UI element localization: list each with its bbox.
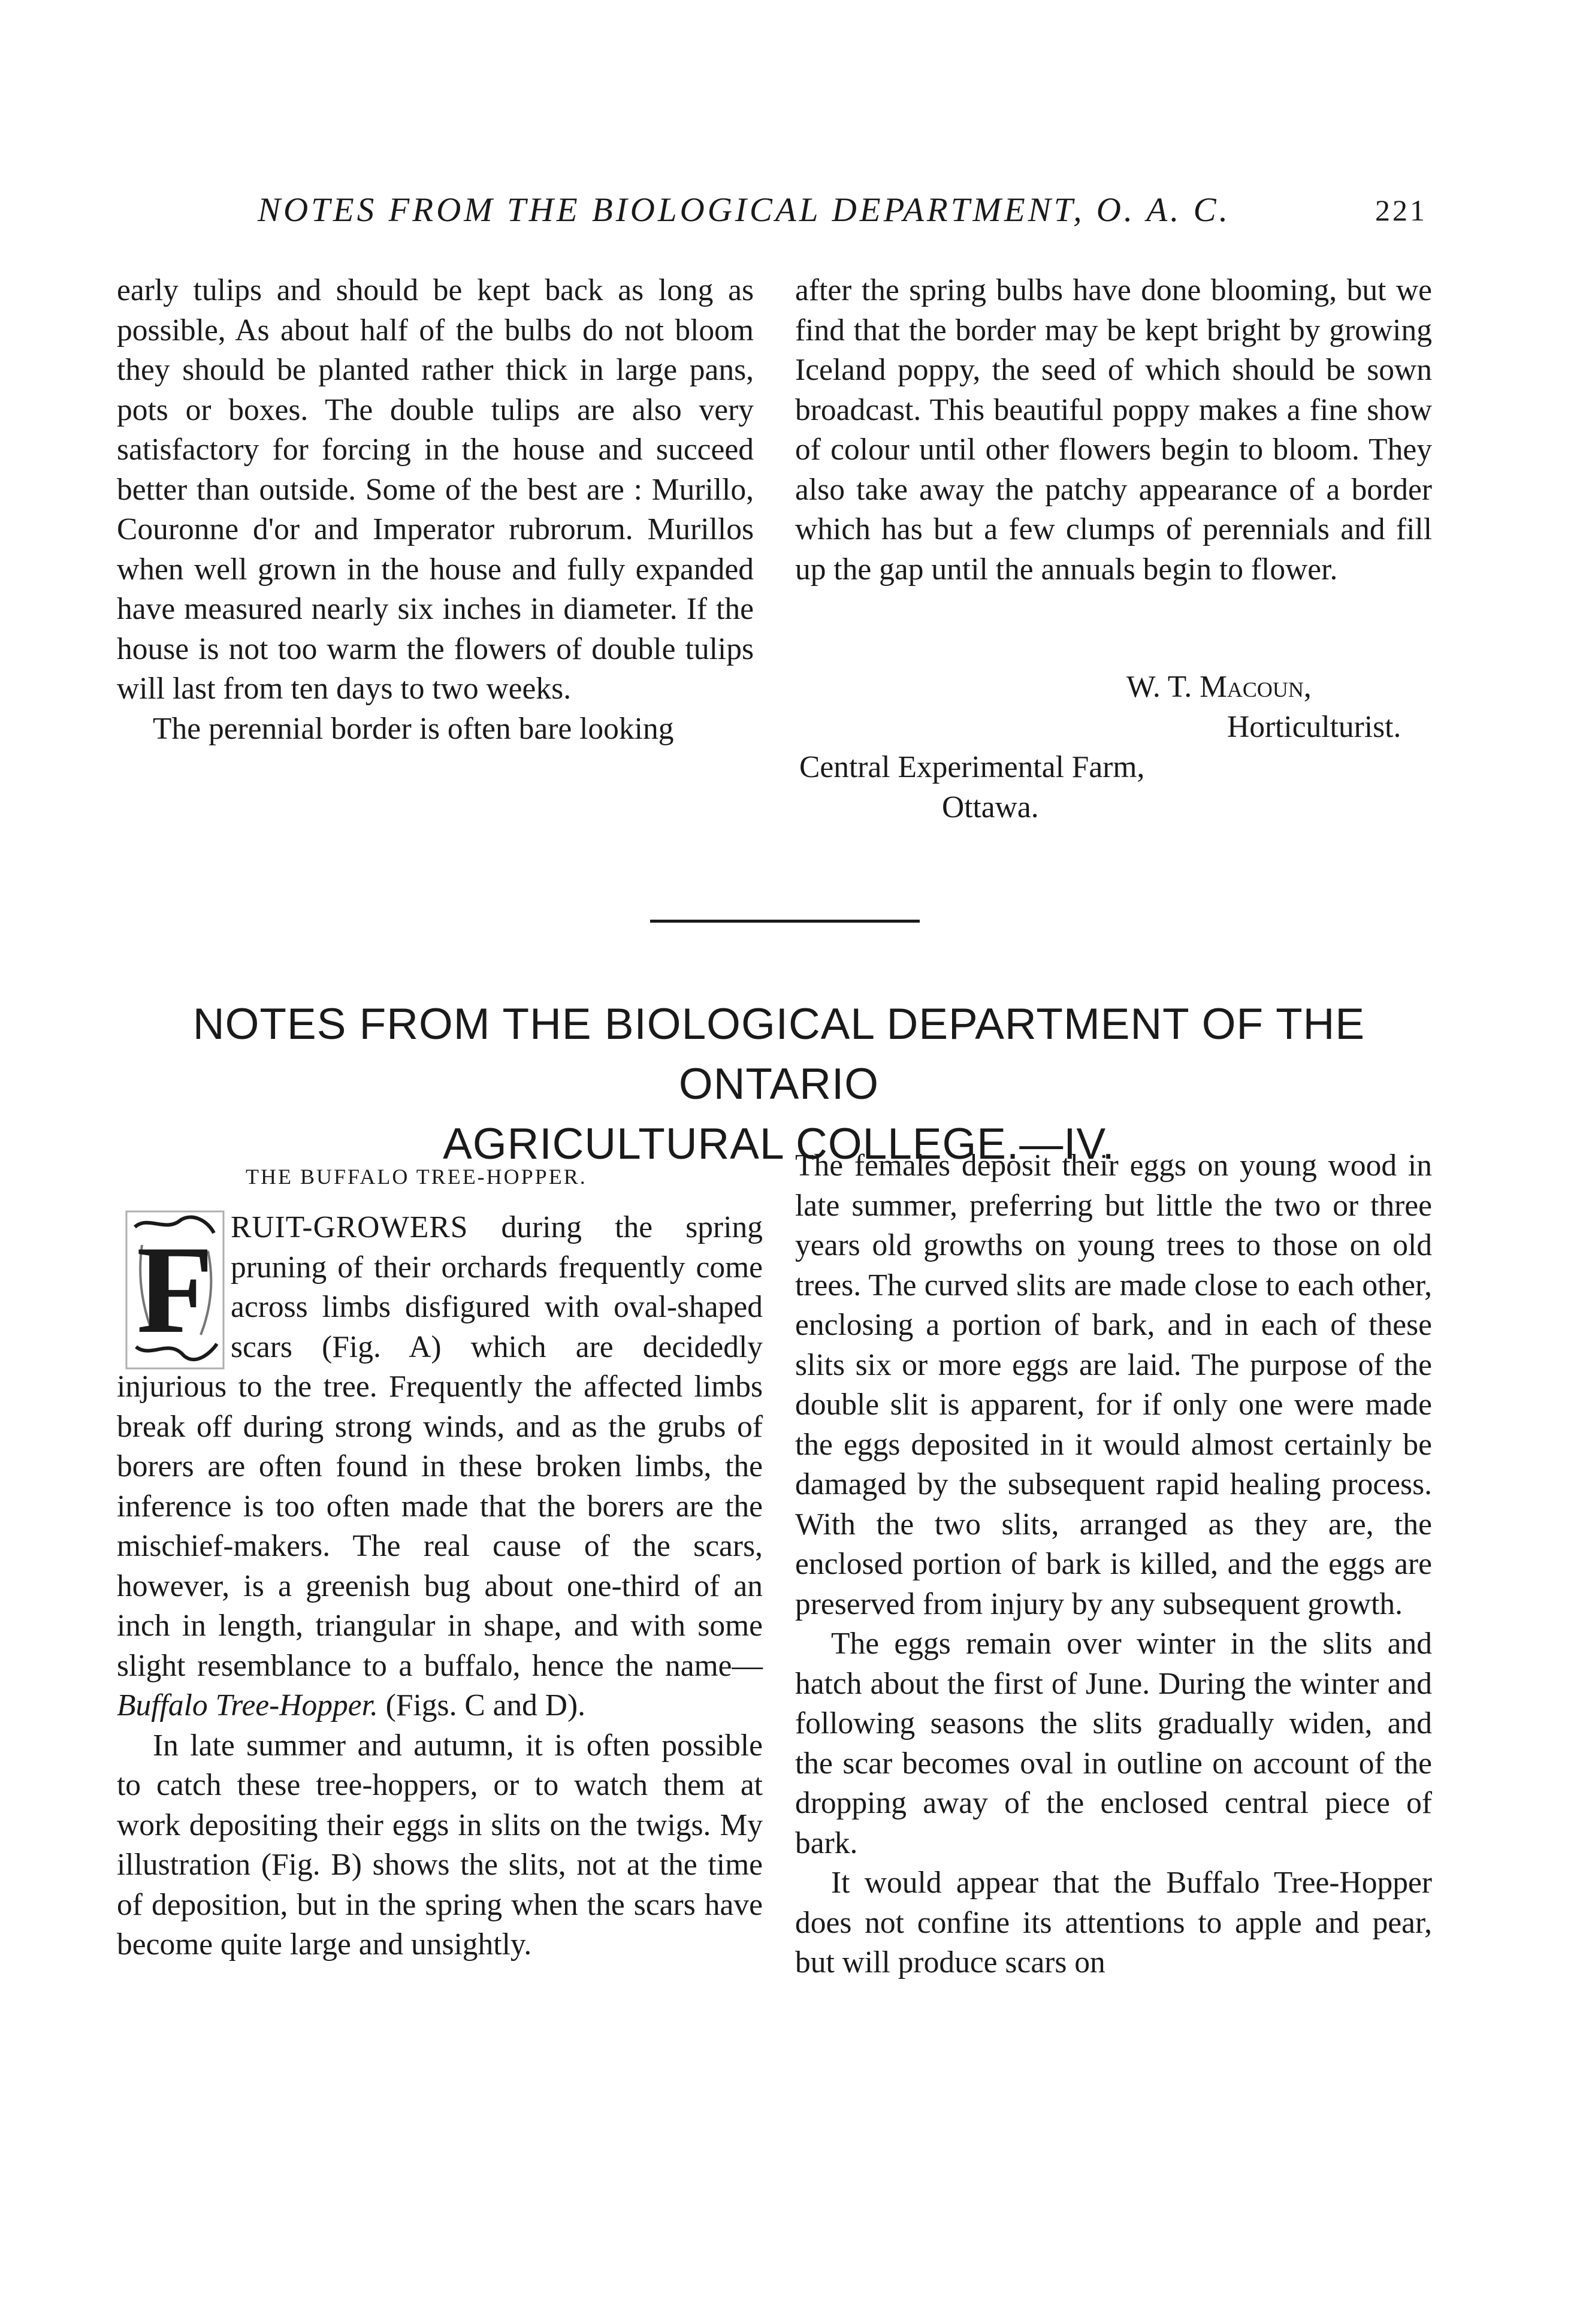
- signature-role: Horticulturist.: [1227, 710, 1401, 744]
- previous-article-left-column: [117, 271, 754, 749]
- paragraph: early tulips and should be kept back as long as possible, As about half of the bulbs do not bloom they should be planted rather thick in large pans, pots or boxes. The double tulips are also very satisfactory for forcing in the house and succeed better than outside. Some of the best are : Murillo, Couronne d'or and Imperator rubrorum. Murillos when well grown in the house and fully expanded have measured nearly six inches in diameter. If the house is not too warm the flowers of double tulips will last from ten days to two weeks.: [117, 273, 754, 706]
- paragraph-text: (Figs. C and D).: [377, 1688, 586, 1722]
- paragraph: It would appear that the Buffalo Tree-Hopper does not confine its attentions to apple and pear, but will produce scars on: [795, 1866, 1432, 1980]
- paragraph: The females deposit their eggs on young wood in late summer, preferring but little the two or three years old growths on young trees to those on old trees. The curved slits are made close to each other, enclosing a portion of bark, and in each of these slits six or more eggs are laid. The purpose of the double slit is apparent, for if only one were made the eggs deposited in it would almost certainly be damaged by the subsequent rapid healing process. With the two slits, arranged as they are, the enclosed portion of bark is killed, and the eggs are preserved from injury by any subsequent growth.: [795, 1149, 1432, 1621]
- article-title-line-2: AGRICULTURAL COLLEGE.—IV.: [443, 1120, 1115, 1168]
- signature-name: W. T. Macoun,: [1126, 670, 1312, 704]
- paragraph-text: during the spring pruning of their orchards frequently come across limbs disfigured with oval-shaped scars (Fig. A) which are decidedly injurious to the tree. Frequently the affected limbs break off during strong winds, and as the grubs of borers are often found in these broken limbs, the inference is too often made that the borers are the mischief-makers. The real cause of the scars, however, is a greenish bug about one-third of an inch in length, triangular in shape, and with some slight resemblance to a buffalo, hence the name—: [117, 1210, 763, 1683]
- paragraph: after the spring bulbs have done blooming, but we find that the border may be kept bright by growing Iceland poppy, the seed of which should be sown broadcast. This beautiful poppy makes a fine show of colour until other flowers begin to bloom. They also take away the patchy appearance of a border which has but a few clumps of perennials and fill up the gap until the annuals begin to flower.: [795, 273, 1432, 587]
- signature-city: Ottawa.: [942, 790, 1039, 824]
- paragraph: The eggs remain over winter in the slits and hatch about the first of June. During the winter and following seasons the slits gradually widen, and the scar becomes oval in outline on account of the dropping away of the enclosed central piece of bark.: [795, 1627, 1432, 1860]
- drop-cap-letter: F: [136, 1220, 214, 1359]
- paragraph: The perennial border is often bare looking: [153, 711, 674, 746]
- species-name: Buffalo Tree-Hopper.: [117, 1688, 378, 1722]
- drop-cap-ornament: [124, 1209, 226, 1371]
- page-number: 221: [1375, 194, 1427, 227]
- paragraph: In late summer and autumn, it is often possible to catch these tree-hoppers, or to watch them at work depositing their eggs in slits on the twigs. My illustration (Fig. B) shows the slits, not at the time of deposition, but in the spring when the scars have become quite large and unsightly.: [117, 1728, 763, 1962]
- article-subheading: THE BUFFALO TREE-HOPPER.: [246, 1165, 587, 1189]
- section-divider: [650, 920, 920, 923]
- previous-article-right-column: [795, 271, 1432, 590]
- running-head: NOTES FROM THE BIOLOGICAL DEPARTMENT, O. A. C.: [258, 191, 1231, 229]
- opening-caps: RUIT-GROWERS: [231, 1210, 469, 1244]
- signature-place: Central Experimental Farm,: [799, 750, 1145, 784]
- article-right-column: [795, 1146, 1432, 1983]
- article-title-line-1: NOTES FROM THE BIOLOGICAL DEPARTMENT OF THE ONTARIO: [192, 1000, 1366, 1108]
